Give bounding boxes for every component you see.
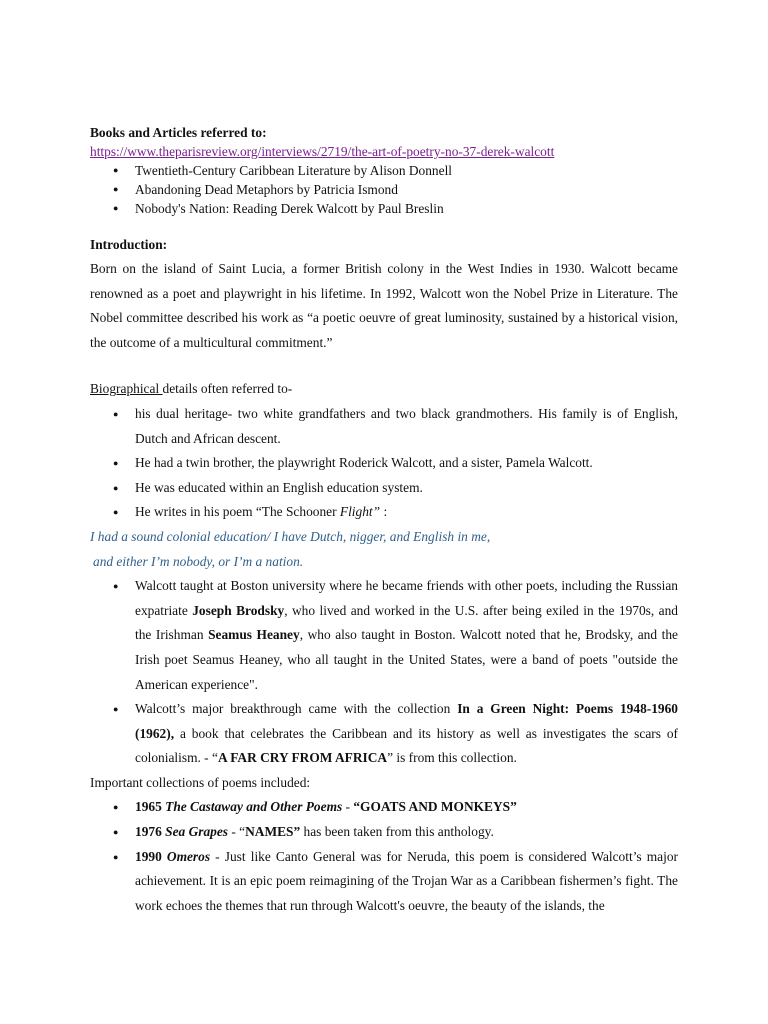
reference-item: ● Abandoning Dead Metaphors by Patricia Ismond <box>90 180 678 199</box>
biographical-list <box>90 402 678 525</box>
poem-name: NAMES” <box>245 824 301 840</box>
poem-name: “GOATS AND MONKEYS” <box>353 799 517 815</box>
biographical-underlined: Biographical <box>90 381 163 397</box>
biographical-heading-rest: details often referred to- <box>162 381 293 397</box>
collection-title: Sea Grapes <box>165 824 229 840</box>
biographical-heading <box>90 377 678 402</box>
references-list <box>90 161 678 218</box>
paris-review-link[interactable]: https://www.theparisreview.org/interviews/2719/the-art-of-poetry-no-37-derek-walcott <box>90 144 555 159</box>
collection-title: Omeros <box>166 848 211 864</box>
introduction-paragraph: Born on the island of Saint Lucia, a former British colony in the West Indies in 1930. Walcott became renowned as a poet and playwright in his lifetime. In 1992, Walcott won the Nobel Prize in Literature. The Nobel committee described his work as “a poetic oeuvre of great luminosity, sustained by a historical vision, the outcome of a multicultural commitment.” <box>90 261 678 350</box>
name-heaney: Seamus Heaney <box>208 627 300 643</box>
bio-item-poem: ● He writes in his poem “The Schooner Flight” : <box>90 500 678 525</box>
reference-item: ● Nobody's Nation: Reading Derek Walcott by Paul Breslin <box>90 199 678 218</box>
career-item-breakthrough: ● Walcott’s major breakthrough came with the collection In a Green Night: Poems 1948-1960 (1962), a book that celebrates the Caribbean and its history as well as investigates the scars of colonialism. - “A FAR CRY FROM AFRICA” is from this collection. <box>90 697 678 771</box>
name-brodsky: Joseph Brodsky <box>192 602 285 618</box>
bio-item-twin: ● He had a twin brother, the playwright Roderick Walcott, and a sister, Pamela Walcott. <box>90 451 678 476</box>
collections-list <box>90 795 678 918</box>
poem-title: Flight” <box>339 504 381 520</box>
career-item-boston: ● Walcott taught at Boston university where he became friends with other poets, including the Russian expatriate Joseph Brodsky, who lived and worked in the U.S. after being exiled in the 1970s, and the Irishman Seamus Heaney, who also taught in Boston. Walcott noted that he, Brodsky, and the Irish poet Seamus Heaney, who all taught in the United States, were a band of poets "outside the American experience". <box>90 574 678 697</box>
bio-item-heritage: ● his dual heritage- two white grandfathers and two black grandmothers. His family is of English, Dutch and African descent. <box>90 402 678 451</box>
collection-title: In a Green Night: Poems 1948-1960 (1962), <box>135 701 679 741</box>
collections-heading: Important collections of poems included: <box>90 774 311 790</box>
poem-name: A FAR CRY FROM AFRICA <box>217 750 388 766</box>
references-heading: Books and Articles referred to: <box>90 125 267 140</box>
reference-item: ● Twentieth-Century Caribbean Literature by Alison Donnell <box>90 161 678 180</box>
collection-1976: ● 1976 Sea Grapes - “NAMES” has been taken from this anthology. <box>90 820 678 845</box>
collection-1965: ● 1965 The Castaway and Other Poems - “GOATS AND MONKEYS” <box>90 795 678 820</box>
bio-item-education: ● He was educated within an English education system. <box>90 476 678 501</box>
document-page <box>90 124 678 918</box>
collection-title: The Castaway and Other Poems <box>165 799 343 815</box>
poem-quote-line-2: and either I’m nobody, or I’m a nation. <box>93 553 304 569</box>
poem-quote-line-1: I had a sound colonial education/ I have Dutch, nigger, and English in me, <box>90 528 491 544</box>
collection-1990: ● 1990 Omeros - Just like Canto General was for Neruda, this poem is considered Walcott’s major achievement. It is an epic poem reimagining of the Trojan War as a Caribbean fishermen’s fight. The work echoes the themes that run through Walcott's oeuvre, the beauty of the islands, the <box>90 845 678 919</box>
introduction-heading: Introduction: <box>90 237 168 252</box>
career-list <box>90 574 678 771</box>
